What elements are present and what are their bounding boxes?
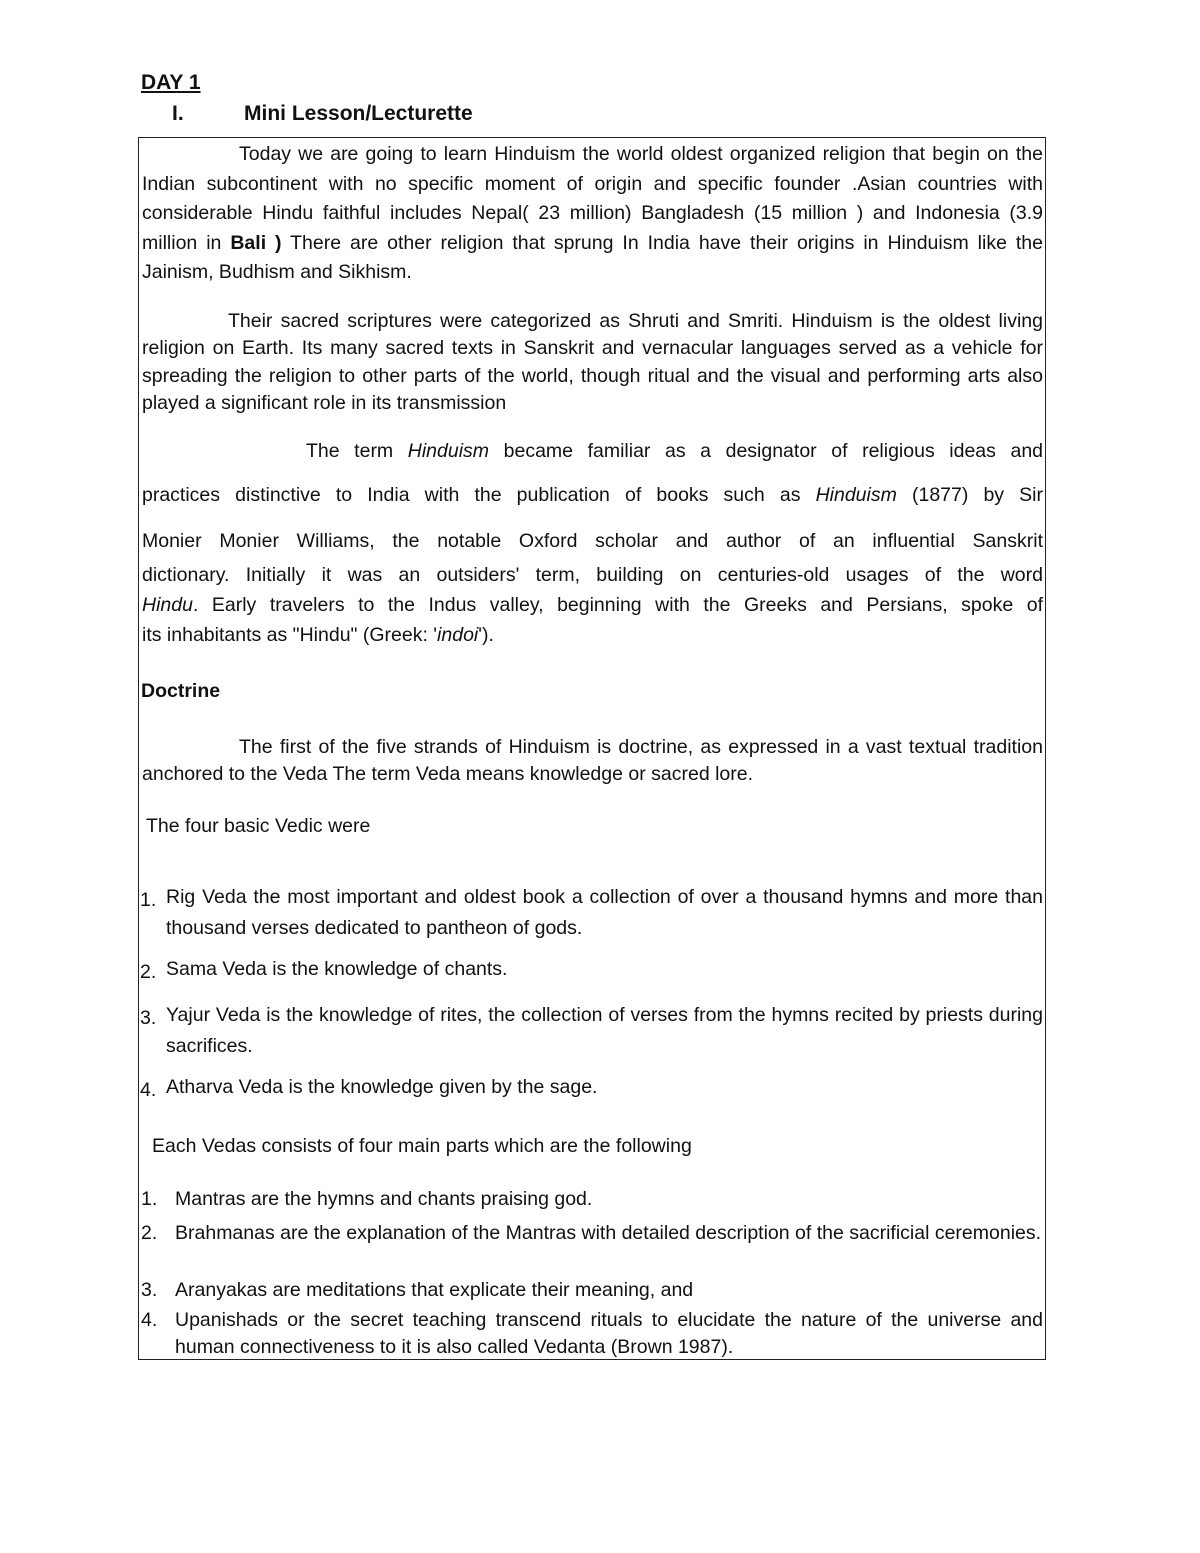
term-line-2-b: (1877) by Sir bbox=[896, 484, 1043, 506]
day-title: DAY 1 bbox=[141, 71, 201, 94]
list-item bbox=[139, 1307, 1043, 1361]
term-line-6-a: its inhabitants as "Hindu" (Greek: ' bbox=[142, 624, 438, 646]
intro-bold-bali: Bali ) bbox=[230, 231, 282, 254]
section-title: Mini Lesson/Lecturette bbox=[244, 102, 473, 125]
list-number: 2. bbox=[140, 961, 157, 983]
intro-text-start: Today we are going to learn Hinduism the world oldest organized religion that begin on the Indian subcontinent with no specific moment of origin and specific founder .Asian countries with considerable Hindu faithful includes Nepal( 23 million) Bangladesh (15 million ) and Indonesia (3.9 million in bbox=[142, 143, 1043, 254]
term-line-3: Monier Monier Williams, the notable Oxford scholar and author of an influential Sanskrit bbox=[142, 530, 1043, 552]
term-line-5 bbox=[142, 594, 1043, 617]
list-text: Atharva Veda is the knowledge given by the sage. bbox=[166, 1076, 598, 1098]
list-item bbox=[139, 1072, 1043, 1103]
list-text: Mantras are the hymns and chants praising god. bbox=[175, 1188, 593, 1210]
intro-paragraph bbox=[142, 140, 1043, 288]
term-line-5-em: Hindu bbox=[142, 594, 193, 616]
term-line-6-b: '). bbox=[478, 624, 494, 646]
list-number: 4. bbox=[140, 1079, 157, 1101]
list-number: 2. bbox=[141, 1222, 158, 1244]
term-line-1 bbox=[306, 440, 1043, 463]
term-line-2-em: Hinduism bbox=[815, 484, 897, 506]
term-line-2-a: practices distinctive to India with the publication of books such as bbox=[142, 484, 816, 506]
term-line-5-b: . Early travelers to the Indus valley, beginning with the Greeks and Persians, spoke of bbox=[192, 594, 1043, 616]
section-heading bbox=[172, 101, 473, 127]
list-number: 1. bbox=[141, 1188, 158, 1210]
list-text: Rig Veda the most important and oldest book a collection of over a thousand hymns and more than thousand verses dedicated to pantheon of gods. bbox=[166, 886, 1043, 939]
list-item bbox=[139, 1186, 1043, 1213]
list-text: Yajur Veda is the knowledge of rites, the collection of verses from the hymns recited by priests during sacrifices. bbox=[166, 1004, 1043, 1057]
list-item bbox=[139, 1000, 1043, 1062]
list-number: 3. bbox=[141, 1279, 158, 1301]
list-number: 3. bbox=[140, 1007, 157, 1029]
list-item bbox=[139, 1220, 1043, 1247]
list-number: 4. bbox=[141, 1309, 158, 1331]
term-line-6-em: indoi bbox=[437, 624, 479, 646]
section-number: I. bbox=[172, 102, 184, 125]
list-item bbox=[139, 882, 1043, 944]
doctrine-heading: Doctrine bbox=[141, 680, 221, 702]
scriptures-paragraph: Their sacred scriptures were categorized as Shruti and Smriti. Hinduism is the oldest living religion on Earth. Its many sacred texts in Sanskrit and vernacular languages served as a vehicle for spreading the religion to other parts of the world, though ritual and the visual and performing arts also played a significant role in its transmission bbox=[142, 310, 1043, 415]
parts-intro: Each Vedas consists of four main parts which are the following bbox=[152, 1135, 692, 1157]
lesson-box bbox=[138, 137, 1046, 1360]
intro-text-end: There are other religion that sprung In India have their origins in Hinduism like the Jainism, Budhism and Sikhism. bbox=[142, 231, 1043, 284]
vedic-intro: The four basic Vedic were bbox=[146, 815, 371, 837]
term-line-1-a: The term bbox=[306, 440, 408, 462]
term-line-2 bbox=[142, 484, 1043, 507]
term-line-1-b: became familiar as a designator of religious ideas and bbox=[489, 440, 1044, 462]
list-text: Sama Veda is the knowledge of chants. bbox=[166, 958, 508, 980]
list-text: Brahmanas are the explanation of the Mantras with detailed description of the sacrificial ceremonies. bbox=[175, 1222, 1042, 1244]
doctrine-paragraph: The first of the five strands of Hinduism is doctrine, as expressed in a vast textual tradition anchored to the Veda The term Veda means knowledge or sacred lore. bbox=[142, 736, 1043, 786]
list-number: 1. bbox=[140, 889, 157, 911]
list-item bbox=[139, 954, 1043, 985]
term-line-4: dictionary. Initially it was an outsiders' term, building on centuries-old usages of the word bbox=[142, 564, 1043, 586]
list-item bbox=[139, 1277, 1043, 1304]
term-line-1-em: Hinduism bbox=[407, 440, 490, 462]
list-text: Upanishads or the secret teaching transcend rituals to elucidate the nature of the universe and human connectiveness to it is also called Vedanta (Brown 1987). bbox=[175, 1309, 1043, 1358]
term-line-6 bbox=[142, 624, 1043, 647]
list-text: Aranyakas are meditations that explicate their meaning, and bbox=[175, 1279, 694, 1301]
